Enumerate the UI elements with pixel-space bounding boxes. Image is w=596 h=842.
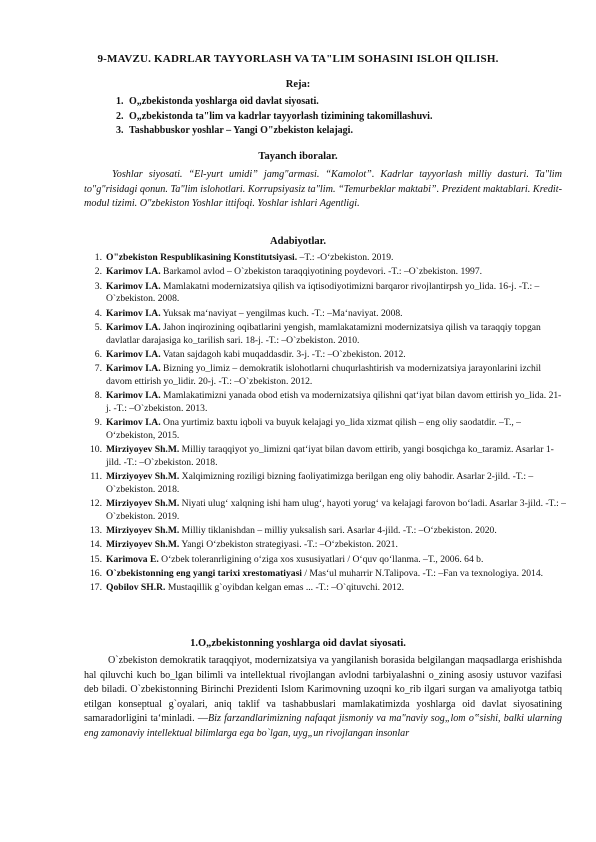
reference-text: Barkamol avlod – O`zbekiston taraqqiyotining poydevori. -T.: –O`zbekiston. 1997. xyxy=(160,266,483,278)
plan-item xyxy=(116,124,432,139)
reference-number: 12. xyxy=(90,498,102,510)
reference-text: Niyati ulug‘ xalqning ishi ham ulug‘, hayoti yorug‘ va kelajagi farovon bo‘ladi. Asarlar 3-jild. -T.: –O`zbekiston. 2019. xyxy=(106,498,566,522)
plan-heading: Reja: xyxy=(285,79,311,90)
reference-number: 2. xyxy=(94,266,102,278)
section-heading: 1.O„zbekistonning yoshlarga oid davlat siyosati. xyxy=(190,638,406,649)
reference-text: Jahon inqirozining oqibatlarini yengish, mamlakatamizni modernizatsiya qilish va taraqqiy topgan davlatlar darajasiga ko_tarilish sari. 18-j. -T.: –O`zbekiston. 2010. xyxy=(106,321,541,346)
reference-text: –T.: -O‘zbekiston. 2019. xyxy=(297,252,394,263)
paragraph-quote: ―Biz farzandlarimizning nafaqat jismoniy va ma"naviy sog„lom o‟sishi, balki ularning eng zamonaviy intellektual bilimlarga ega bo`lgan, uyg„un rivojlangan insonlar xyxy=(84,713,562,739)
reference-text: / Mas‘ul muharrir N.Talipova. -T.: –Fan va texnologiya. 2014. xyxy=(301,568,544,580)
reference-number: 15. xyxy=(90,553,102,565)
reference-author: Mirziyoyev Sh.M. xyxy=(106,444,180,456)
reference-number: 11. xyxy=(90,471,102,483)
reference-text: Bizning yo_limiz – demokratik islohotlarni chuqurlashtirish va modernizatsiya jarayonlarini izchil davom ettirish yo_lidir. 20-j. -T.: –O`zbekiston. 2012. xyxy=(106,363,542,387)
reference-text: Yangi O‘zbekiston strategiyasi. -T.: –O‘zbekiston. 2021. xyxy=(179,539,398,551)
reference-item xyxy=(86,568,566,581)
reference-item xyxy=(86,349,566,362)
reference-number: 9. xyxy=(94,417,102,429)
reference-item xyxy=(86,281,566,306)
reference-number: 3. xyxy=(94,280,102,292)
reference-text: Ona yurtimiz baxtu iqboli va buyuk kelajagi yo_lida xizmat qilish – eng oliy saodatdir. –T., –O‘zbekiston, 2015. xyxy=(106,417,521,441)
reference-number: 13. xyxy=(90,525,102,537)
reference-text: Vatan sajdagoh kabi muqaddasdir. 3-j. -T.: –O`zbekiston. 2012. xyxy=(160,348,406,360)
reference-number: 14. xyxy=(90,539,102,551)
reference-item xyxy=(86,266,566,279)
reference-text: Xalqimizning roziligi bizning faoliyatimizga berilgan eng oliy bahodir. Asarlar 2-jild. -T.: –O`zbekiston. 2018. xyxy=(106,471,534,495)
reference-author: Karimov I.A. xyxy=(106,363,161,375)
topic-title: 9-MAVZU. KADRLAR TAYYORLASH VA TA"LIM SOHASINI ISLOH QILISH. xyxy=(97,53,499,65)
reference-item xyxy=(86,308,566,321)
plan-item-text: Tashabbuskor yoshlar – Yangi O"zbekiston kelajagi. xyxy=(129,125,353,136)
key-terms-heading: Tayanch iboralar. xyxy=(258,151,338,162)
reference-text: O‘zbek toleranrligining o‘ziga xos xususiyatlari / O‘quv qo‘llanma. –T., 2006. 64 b. xyxy=(158,553,484,565)
reference-item xyxy=(86,252,566,265)
reference-item xyxy=(86,363,566,388)
reference-author: Karimov I.A. xyxy=(106,266,161,278)
plan-item-number: 2. xyxy=(116,110,124,122)
reference-item xyxy=(86,582,566,595)
plan-item-text: O„zbekistonda yoshlarga oid davlat siyosati. xyxy=(129,96,319,107)
section-paragraph xyxy=(84,654,562,742)
reference-item xyxy=(86,390,566,415)
reference-number: 1. xyxy=(94,252,102,263)
reference-item xyxy=(86,444,566,469)
reference-number: 16. xyxy=(90,568,102,580)
reference-author: Karimov I.A. xyxy=(106,390,161,402)
reference-text: Yuksak ma‘naviyat – yengilmas kuch. -T.: –Ma‘naviyat. 2008. xyxy=(160,307,403,319)
reference-text: Mamlakatimizni yanada obod etish va modernizatsiya qilishni qat‘iyat bilan davom ettirish yo_lida. 21-j. -T.: –O`zbekiston. 2013. xyxy=(106,390,562,414)
reference-author: Mirziyoyev Sh.M. xyxy=(106,525,180,537)
reference-number: 6. xyxy=(94,348,102,360)
reference-item xyxy=(86,539,566,552)
plan-item xyxy=(116,110,432,125)
reference-number: 5. xyxy=(94,321,102,333)
reference-number: 4. xyxy=(94,307,102,319)
key-terms-text: Yoshlar siyosati. “El-yurt umidi” jamg"armasi. “Kamolot”. Kadrlar tayyorlash milliy dasturi. Ta"lim to"g"risidagi qonun. Ta"lim islohotlari. Korrupsiyasiz ta"lim. “Temurbeklar maktabi”. Prezident maktablari. Kredit-modul tizimi. O"zbekiston Yoshlar ittifoqi. Yoshlar ishlari Agentligi. xyxy=(84,169,562,210)
reference-author: Karimov I.A. xyxy=(106,348,161,360)
reference-author: Mirziyoyev Sh.M. xyxy=(106,539,180,551)
reference-text: Mamlakatni modernizatsiya qilish va iqtisodiyotimizni barqaror rivojlantirpsh yo_lida. 16-j. -T.: –O`zbekiston. 2008. xyxy=(106,280,540,305)
reference-author: Karimov I.A. xyxy=(106,280,161,292)
reference-author: Mirziyoyev Sh.M. xyxy=(106,498,180,510)
plan-list xyxy=(116,95,432,139)
plan-item-number: 1. xyxy=(116,96,124,107)
reference-author: Karimov I.A. xyxy=(106,321,161,333)
reference-item xyxy=(86,498,566,523)
reference-number: 17. xyxy=(90,582,102,594)
reference-author: O`zbekistonning eng yangi tarixi xrestomatiyasi xyxy=(106,568,302,580)
references-heading: Adabiyotlar. xyxy=(270,236,326,247)
reference-author: Karimova E. xyxy=(106,553,159,565)
reference-author: Karimov I.A. xyxy=(106,417,161,429)
reference-author: Mirziyoyev Sh.M. xyxy=(106,471,180,483)
plan-item-number: 3. xyxy=(116,125,124,136)
plan-item xyxy=(116,95,432,110)
reference-author: O"zbekiston Respublikasining Konstitutsiyasi. xyxy=(106,252,298,263)
reference-text: Mustaqillik g`oyibdan kelgan emas ... -T.: –O`qituvchi. 2012. xyxy=(165,582,405,594)
paragraph-text: O`zbekiston demokratik taraqqiyot, modernizatsiya va yangilanish borasida belgilangan maqsadlarga erishishda hal qiluvchi kuch bo_lgan bilimli va intellektual rivojlangan avlodni tarbiyalashni o_zining asosiy ustuvor vazifasi deb biladi. O`zbekistonning Birinchi Prezidenti Islom Karimovning uzoqni ko_rib ilgari surgan va amaliyotga tatbiq etilgan konseptual g`oyalari, aniq taklif va tashabbuslari mamlakatimizda yoshlarga oid davlat siyosatining samaradorligini ta‘minladi. xyxy=(84,655,562,725)
reference-author: Qobilov SH.R. xyxy=(106,582,166,594)
reference-author: Karimov I.A. xyxy=(106,307,161,319)
reference-item xyxy=(86,471,566,496)
plan-item-text: O„zbekistonda ta"lim va kadrlar tayyorlash tizimining takomillashuvi. xyxy=(129,110,433,122)
reference-text: Milliy tiklanishdan – milliy yuksalish sari. Asarlar 4-jild. -T.: –O‘zbekiston. 2020. xyxy=(179,525,497,537)
reference-item xyxy=(86,525,566,538)
reference-text: Milliy taraqqiyot yo_limizni qat‘iyat bilan davom ettirib, yangi bosqichga ko_taramiz. Asarlar 1-jild. -T.: –O`zbekiston. 2018. xyxy=(106,444,554,468)
reference-item xyxy=(86,417,566,442)
reference-number: 10. xyxy=(90,444,102,456)
reference-number: 8. xyxy=(94,390,102,402)
reference-number: 7. xyxy=(94,363,102,375)
reference-item xyxy=(86,322,566,347)
references-list xyxy=(86,252,566,597)
reference-item xyxy=(86,554,566,567)
